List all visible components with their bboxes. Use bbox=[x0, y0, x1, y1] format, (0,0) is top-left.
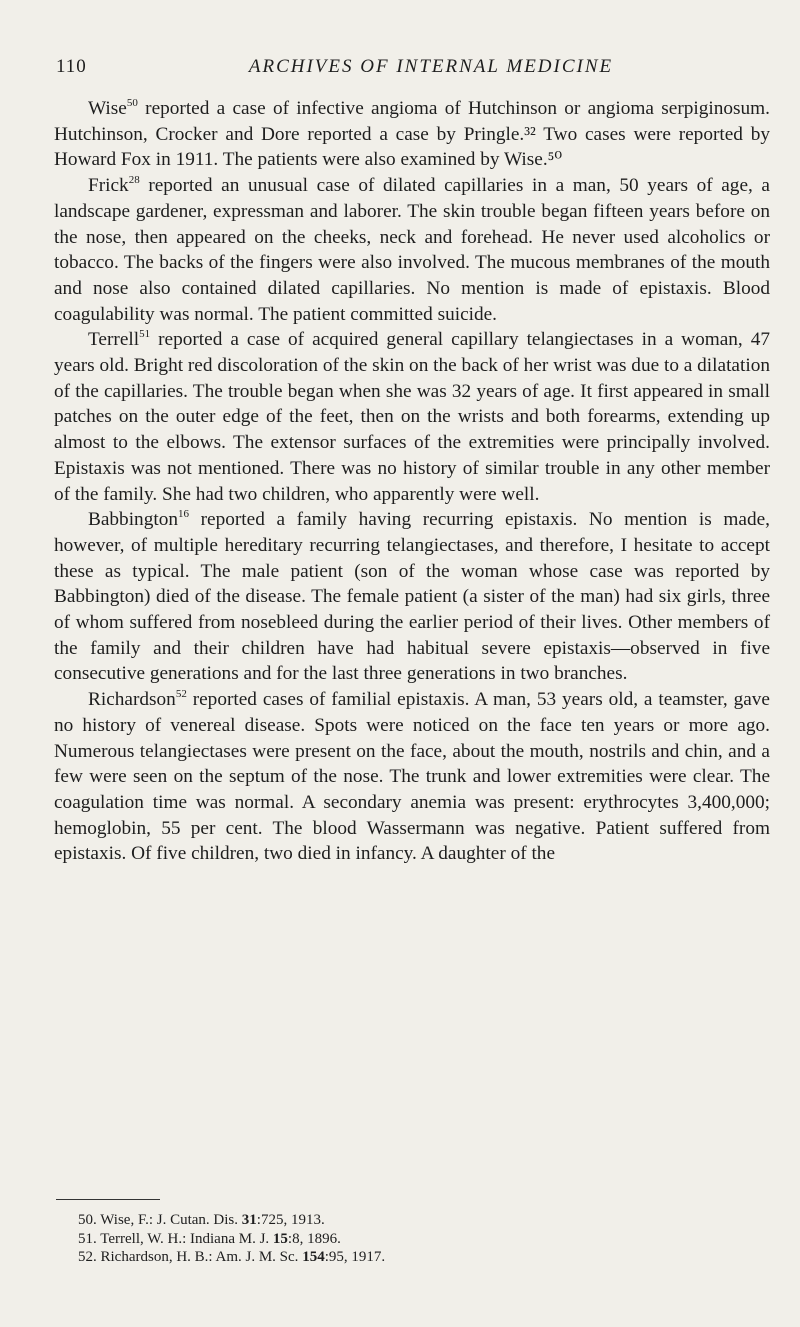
author-name: Wise bbox=[88, 98, 127, 119]
author-name: Frick bbox=[88, 175, 129, 197]
footnote-number: 52. bbox=[78, 1249, 97, 1265]
article-body bbox=[54, 96, 770, 867]
reference-marker: 16 bbox=[177, 508, 189, 521]
paragraph-text: reported a case of acquired general capillary telangiectases in a woman, 47 years old. Bright red discoloration of the skin on the back of her wrist was due to a dilatation of the capillaries. The trouble began when she was 32 years of age. It first appeared in small patches on the outer edge of the feet, then on the wrists and both forearms, extending up almost to the elbows. The extensor surfaces of the extremities were principally involved. Epistaxis was not mentioned. There was no history of similar trouble in any other member of the family. She had two children, who apparently were well. bbox=[54, 329, 770, 505]
page-number: 110 bbox=[56, 56, 87, 77]
running-title: ARCHIVES OF INTERNAL MEDICINE bbox=[248, 56, 614, 77]
footnote-52 bbox=[78, 1248, 768, 1267]
footnote-pages: :95, 1917. bbox=[324, 1249, 386, 1265]
reference-marker: 50 bbox=[126, 97, 138, 109]
paragraph-text: reported a case of infective angioma of Hutchinson or angioma serpiginosum. Hutchinson, Crocker and Dore reported a case by Pringle.³² Two cases were reported by Howard Fox in 1911. The patients were also examined by Wise.⁵⁰ bbox=[54, 98, 770, 171]
author-name: Babbington bbox=[88, 509, 178, 531]
page-header bbox=[56, 56, 756, 84]
footnote-pages: :8, 1896. bbox=[287, 1230, 341, 1247]
paragraph-text: reported an unusual case of dilated capillaries in a man, 50 years of age, a landscape gardener, expressman and laborer. The skin trouble began fifteen years before on the nose, then appeared on the cheeks, neck and forehead. He never used alcoholics or tobacco. The backs of the fingers were also involved. The mucous membranes of the mouth and nose also contained dilated capillaries. No mention is made of epistaxis. Blood coagulability was normal. The patient committed suicide. bbox=[54, 175, 770, 325]
footnote-citation: Richardson, H. B.: Am. J. M. Sc. bbox=[100, 1249, 299, 1265]
reference-marker: 52 bbox=[175, 688, 187, 701]
author-name: Terrell bbox=[88, 329, 140, 351]
paragraph-wise bbox=[54, 96, 770, 173]
footnote-number: 51. bbox=[78, 1230, 97, 1247]
paragraph-text: reported cases of familial epistaxis. A man, 53 years old, a teamster, gave no history of venereal disease. Spots were noticed on the face ten years or more ago. Numerous telangiectases were present on the face, about the mouth, nostrils and chin, and a few were seen on the septum of the nose. The trunk and lower extremities were clear. The coagulation time was normal. A secondary anemia was present: erythrocytes 3,400,000; hemoglobin, 55 per cent. The blood Wassermann was negative. Patient suffered from epistaxis. Of five children, two died in infancy. A daughter of the bbox=[54, 689, 770, 865]
footnote-pages: :725, 1913. bbox=[256, 1212, 325, 1228]
paragraph-text: reported a family having recurring epistaxis. No mention is made, however, of multiple hereditary recurring telangiectases, and therefore, I hesitate to accept these as typical. The male patient (son of the woman whose case was reported by Babbington) died of the disease. The female patient (a sister of the man) had six girls, three of whom suffered from nosebleed during the earlier period of their lives. Other members of the family and their children have had habitual severe epistaxis—observed in five consecutive generations and for the last three generations in two branches. bbox=[54, 509, 770, 685]
footnote-citation: Wise, F.: J. Cutan. Dis. bbox=[100, 1212, 239, 1228]
reference-marker: 28 bbox=[128, 174, 140, 187]
paragraph-frick bbox=[54, 173, 770, 327]
footnote-volume: 31 bbox=[241, 1212, 257, 1228]
footnote-51 bbox=[78, 1230, 768, 1249]
footnote-citation: Terrell, W. H.: Indiana M. J. bbox=[100, 1230, 270, 1247]
footnotes bbox=[78, 1211, 768, 1267]
paragraph-terrell bbox=[54, 327, 770, 507]
footnote-50 bbox=[78, 1211, 768, 1230]
footnote-volume: 154 bbox=[302, 1249, 325, 1265]
author-name: Richardson bbox=[88, 689, 176, 711]
paragraph-richardson bbox=[54, 687, 770, 867]
reference-marker: 51 bbox=[139, 328, 151, 341]
footnote-number: 50. bbox=[78, 1212, 97, 1228]
paragraph-babbington bbox=[54, 507, 770, 687]
footnote-divider bbox=[56, 1199, 160, 1200]
footnote-volume: 15 bbox=[272, 1230, 288, 1247]
